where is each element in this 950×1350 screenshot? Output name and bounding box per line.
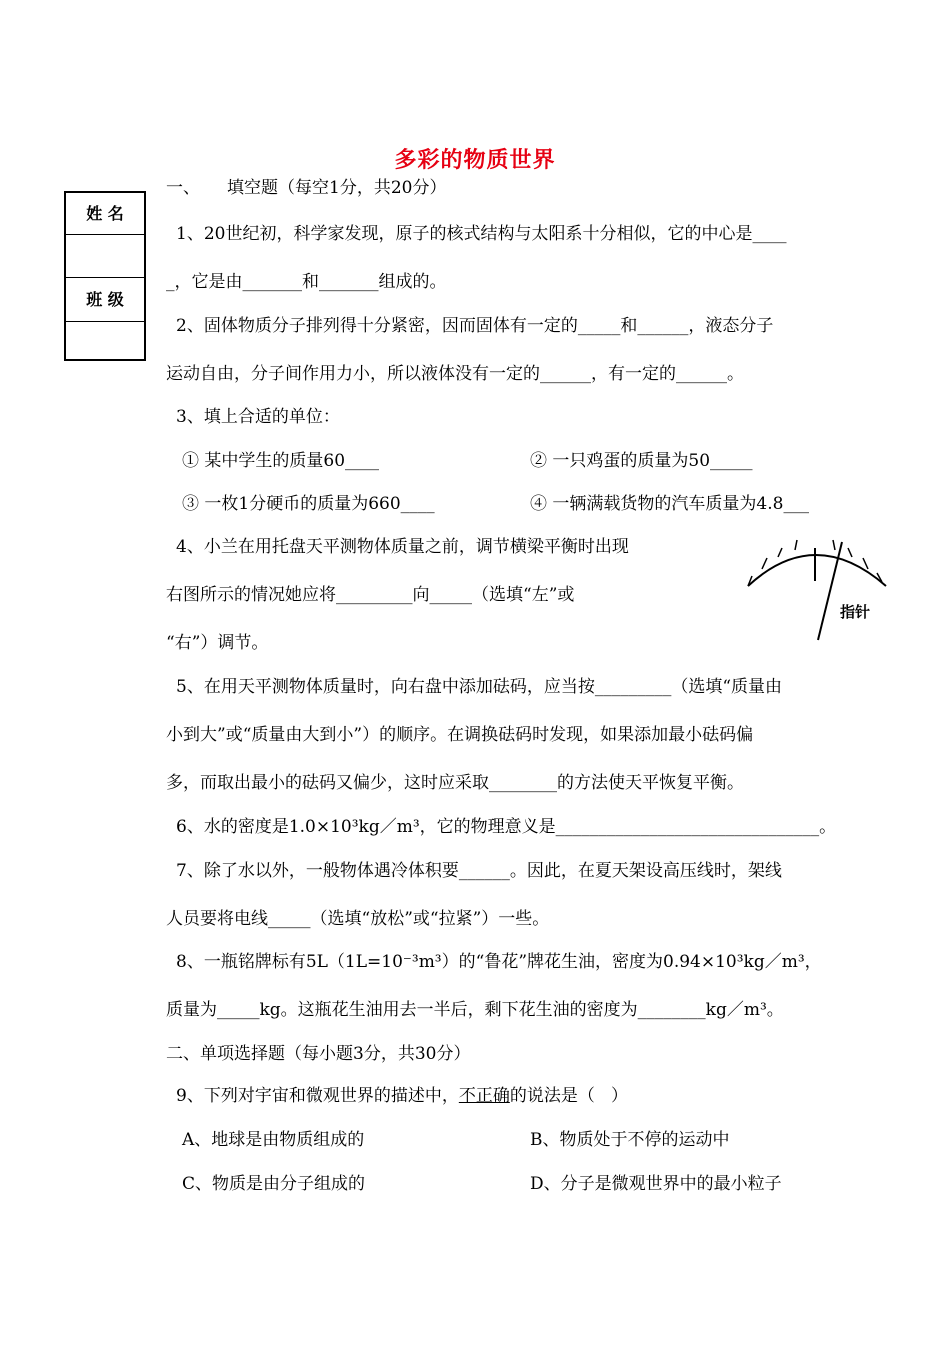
q3-line1: 3、填上合适的单位： bbox=[176, 407, 340, 427]
q3-option-c: ③ 一枚1分硬币的质量为660____ bbox=[182, 494, 435, 514]
q3-option-b: ② 一只鸡蛋的质量为50_____ bbox=[530, 451, 753, 471]
class-label: 班 级 bbox=[66, 278, 144, 322]
name-field[interactable] bbox=[66, 235, 144, 278]
q3-option-a: ① 某中学生的质量60____ bbox=[182, 451, 380, 471]
q7-line1: 7、除了水以外，一般物体遇冷体积要______。因此，在夏天架设高压线时，架线 bbox=[176, 861, 782, 881]
q9-option-d: D、分子是微观世界中的最小粒子 bbox=[530, 1174, 782, 1194]
q3-option-d: ④ 一辆满载货物的汽车质量为4.8___ bbox=[530, 494, 809, 514]
q9-stem-post: 的说法是（ ） bbox=[509, 1086, 629, 1106]
q9-option-c: C、物质是由分子组成的 bbox=[182, 1174, 366, 1194]
q9-stem-emphasis: 不正确 bbox=[458, 1086, 510, 1106]
q2-line2: 运动自由，分子间作用力小，所以液体没有一定的______，有一定的______。 bbox=[166, 364, 744, 384]
balance-pointer-diagram bbox=[740, 536, 890, 644]
q4-line2: 右图所示的情况她应将_________向_____（选填“左”或 bbox=[166, 585, 575, 605]
q4-line1: 4、小兰在用托盘天平测物体质量之前，调节横梁平衡时出现 bbox=[176, 537, 629, 557]
q7-line2: 人员要将电线_____（选填“放松”或“拉紧”）一些。 bbox=[166, 909, 550, 929]
q9-stem-pre: 9、下列对宇宙和微观世界的描述中， bbox=[176, 1086, 459, 1106]
q6-line1: 6、水的密度是1.0×10³kg／m³，它的物理意义是_______________________________。 bbox=[176, 817, 837, 837]
section2-heading: 二、单项选择题（每小题3分，共30分） bbox=[166, 1044, 471, 1064]
q2-line1: 2、固体物质分子排列得十分紧密，因而固体有一定的_____和______，液态分子 bbox=[176, 316, 774, 336]
pointer-label: 指针 bbox=[840, 603, 871, 621]
q5-line1: 5、在用天平测物体质量时，向右盘中添加砝码，应当按_________（选填“质量由 bbox=[176, 677, 783, 697]
q9-option-a: A、地球是由物质组成的 bbox=[182, 1130, 365, 1150]
q1-line2: _，它是由_______和_______组成的。 bbox=[166, 272, 447, 292]
q9-stem bbox=[176, 1084, 628, 1108]
section1-heading: 一、 填空题（每空1分，共20分） bbox=[166, 178, 447, 198]
q4-line3: “右”）调节。 bbox=[166, 633, 269, 653]
q8-line2: 质量为_____kg。这瓶花生油用去一半后，剩下花生油的密度为________kg／m³。 bbox=[166, 1000, 784, 1020]
q1-line1: 1、20世纪初，科学家发现，原子的核式结构与太阳系十分相似，它的中心是____ bbox=[176, 224, 787, 244]
q9-option-b: B、物质处于不停的运动中 bbox=[530, 1130, 730, 1150]
q5-line3: 多，而取出最小的砝码又偏少，这时应采取________的方法使天平恢复平衡。 bbox=[166, 773, 744, 793]
name-label: 姓 名 bbox=[66, 193, 144, 235]
class-field[interactable] bbox=[66, 322, 144, 359]
name-class-table bbox=[64, 191, 146, 361]
q5-line2: 小到大”或“质量由大到小”）的顺序。在调换砝码时发现，如果添加最小砝码偏 bbox=[166, 725, 754, 745]
q8-line1: 8、一瓶铭牌标有5L（1L=10⁻³m³）的“鲁花”牌花生油，密度为0.94×10³kg／m³， bbox=[176, 952, 822, 972]
page-title: 多彩的物质世界 bbox=[394, 148, 556, 173]
